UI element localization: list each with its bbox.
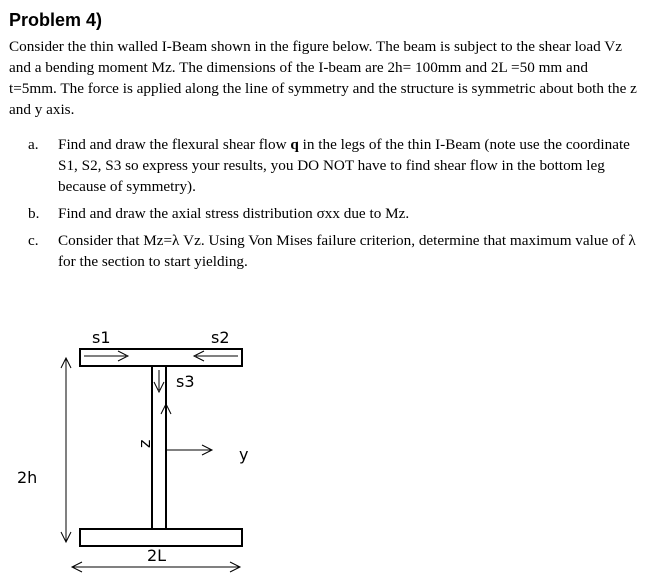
shear-flow-symbol: q (290, 136, 299, 153)
s3-label: s3 (176, 372, 195, 391)
y-axis-arrow (166, 445, 212, 455)
part-a-text-start: Find and draw the flexural shear flow (58, 136, 291, 153)
part-c-marker: c. (28, 232, 39, 249)
height-label: 2h (17, 468, 38, 487)
problem-parts-list (28, 134, 640, 278)
s2-label: s2 (211, 328, 230, 347)
part-a-text-end: in the legs of the thin I-Beam (note use the coordinate S1, S2, S3 so express your results, you DO NOT have to find shear flow in the bottom leg because of symmetry). (58, 136, 630, 195)
s3-arrow (154, 370, 164, 392)
problem-statement: Consider the thin walled I-Beam shown in the figure below. The beam is subject to the shear load Vz and a bending moment Mz. The dimensions of the I-beam are 2h= 100mm and 2L =50 mm and t=5mm. The force is applied along the line of symmetry and the structure is symmetric about both the z and y axis. (9, 38, 637, 118)
part-b (28, 203, 640, 224)
top-flange (80, 349, 242, 366)
s1-arrow (84, 351, 128, 361)
y-axis-label: y (239, 445, 249, 464)
z-axis-arrow (161, 404, 171, 450)
part-c-text: Consider that Mz=λ Vz. Using Von Mises failure criterion, determine that maximum value of λ for the section to start yielding. (58, 232, 636, 270)
s1-label: s1 (92, 328, 111, 347)
height-dimension (61, 358, 71, 542)
problem-title: Problem 4) (9, 10, 103, 30)
part-a (28, 134, 640, 197)
part-b-text: Find and draw the axial stress distribution σxx due to Mz. (58, 205, 410, 222)
web (152, 366, 166, 529)
width-label: 2L (147, 546, 167, 565)
s2-arrow (194, 351, 238, 361)
z-axis-label: z (135, 439, 154, 448)
i-beam-figure (0, 320, 648, 588)
bottom-flange (80, 529, 242, 546)
part-c (28, 230, 640, 272)
part-b-marker: b. (28, 205, 40, 222)
part-a-text (58, 134, 640, 197)
part-a-marker: a. (28, 136, 39, 153)
